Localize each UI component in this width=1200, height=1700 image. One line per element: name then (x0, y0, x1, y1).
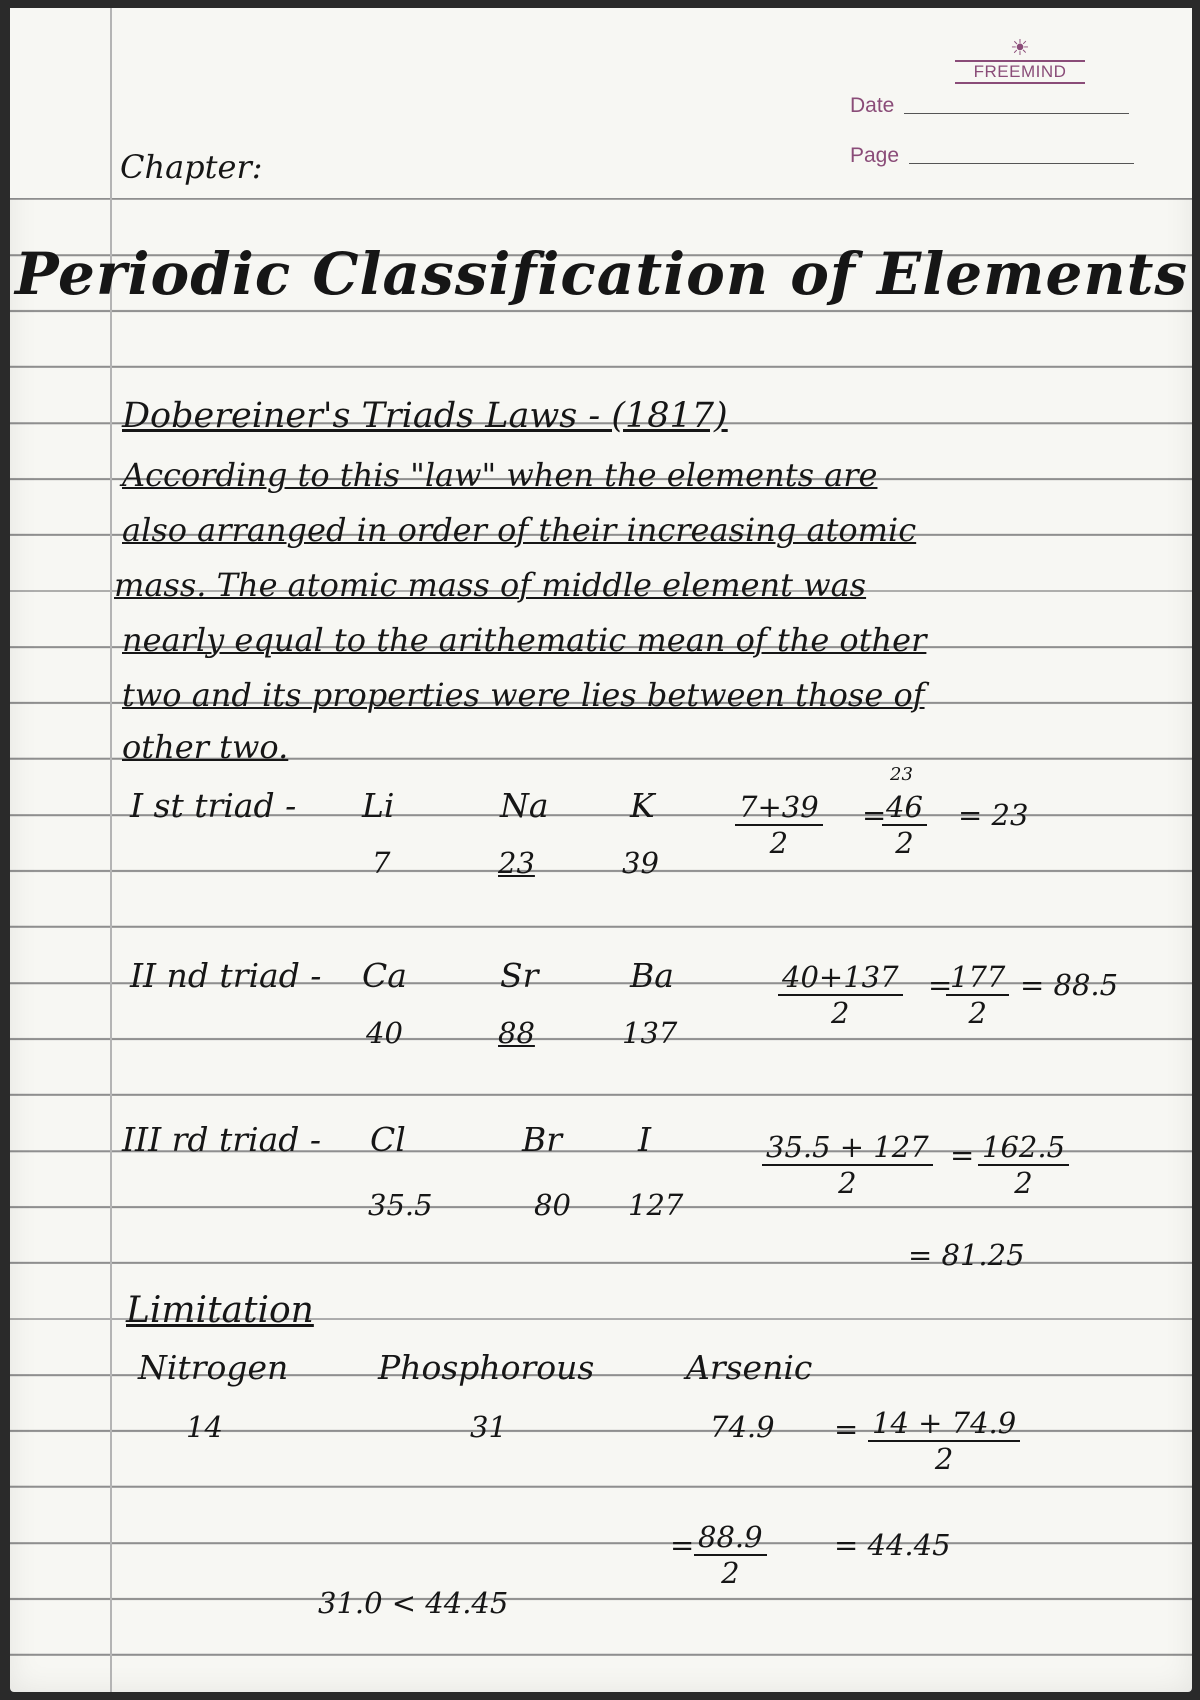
page-title: Periodic Classification of Elements (15, 240, 1189, 308)
notebook-page (10, 8, 1192, 1692)
fraction-denominator: 2 (831, 996, 850, 1030)
fraction-numerator: 7+39 (735, 790, 823, 826)
equals-sign: = (834, 1412, 859, 1446)
limitation-heading: Limitation (126, 1290, 314, 1331)
margin-note: 23 (890, 764, 913, 785)
sun-icon: ☀ (1010, 36, 1030, 61)
atomic-mass: 40 (366, 1016, 403, 1050)
element-symbol: Cl (370, 1120, 406, 1159)
atomic-mass: 127 (628, 1188, 684, 1222)
mean-fraction (778, 960, 903, 1030)
mean-fraction (946, 960, 1009, 1030)
fraction-denominator: 2 (769, 826, 789, 860)
element-symbol: Na (500, 786, 549, 825)
mean-fraction (762, 1130, 933, 1200)
paragraph-line: mass. The atomic mass of middle element was (114, 566, 867, 604)
fraction-numerator: 35.5 + 127 (762, 1130, 933, 1166)
triad-label: I st triad - (130, 786, 297, 825)
element-symbol: Br (522, 1120, 563, 1159)
equals-sign: = (928, 968, 953, 1002)
element-name: Nitrogen (138, 1348, 289, 1387)
triad-label: II nd triad - (130, 956, 322, 995)
mean-fraction (694, 1520, 767, 1590)
paragraph-line: nearly equal to the arithematic mean of the other (122, 621, 927, 659)
paragraph-line: other two. (122, 728, 289, 766)
fraction-numerator: 40+137 (778, 960, 903, 996)
mean-result: = 81.25 (908, 1238, 1025, 1272)
chapter-label: Chapter: (120, 148, 263, 186)
fraction-numerator: 88.9 (694, 1520, 767, 1556)
atomic-mass: 35.5 (368, 1188, 433, 1222)
atomic-mass: 137 (622, 1016, 678, 1050)
atomic-mass: 23 (498, 846, 535, 880)
mean-result: = 44.45 (834, 1528, 951, 1562)
fraction-denominator: 2 (968, 996, 987, 1030)
fraction-numerator: 46 (882, 790, 927, 826)
comparison: 31.0 < 44.45 (318, 1586, 509, 1620)
equals-sign: = (950, 1138, 975, 1172)
mean-fraction (868, 1406, 1020, 1476)
fraction-denominator: 2 (895, 826, 914, 860)
date-line (904, 113, 1129, 114)
atomic-mass: 14 (186, 1410, 223, 1444)
element-symbol: K (630, 786, 655, 825)
element-symbol: Li (362, 786, 395, 825)
page-field (850, 144, 1134, 168)
mean-fraction (882, 790, 927, 860)
atomic-mass: 31 (470, 1410, 507, 1444)
paragraph-line: also arranged in order of their increasing atomic (122, 511, 917, 549)
date-label: Date (850, 94, 895, 117)
date-field (850, 94, 1129, 118)
section-heading: Dobereiner's Triads Laws - (1817) (122, 396, 728, 436)
fraction-denominator: 2 (934, 1442, 954, 1476)
element-symbol: I (638, 1120, 652, 1159)
element-symbol: Ba (630, 956, 674, 995)
fraction-numerator: 162.5 (978, 1130, 1069, 1166)
fraction-numerator: 14 + 74.9 (868, 1406, 1020, 1442)
atomic-mass: 80 (534, 1188, 571, 1222)
fraction-denominator: 2 (838, 1166, 857, 1200)
paragraph-line: According to this "law" when the elements are (122, 456, 878, 494)
triad-label: III rd triad - (122, 1120, 322, 1159)
fraction-denominator: 2 (721, 1556, 740, 1590)
fraction-numerator: 177 (946, 960, 1009, 996)
equals-sign: = (862, 798, 887, 832)
brand-name: FREEMIND (955, 60, 1085, 84)
element-name: Arsenic (686, 1348, 813, 1387)
page-label: Page (850, 144, 900, 167)
equals-sign: = (670, 1528, 695, 1562)
atomic-mass: 74.9 (710, 1410, 775, 1444)
element-name: Phosphorous (378, 1348, 595, 1387)
fraction-denominator: 2 (1014, 1166, 1033, 1200)
mean-fraction (735, 790, 823, 860)
brand-logo (955, 38, 1085, 84)
atomic-mass: 7 (372, 846, 391, 880)
page-line (909, 163, 1134, 164)
atomic-mass: 88 (498, 1016, 535, 1050)
element-symbol: Ca (362, 956, 407, 995)
mean-fraction (978, 1130, 1069, 1200)
mean-result: = 88.5 (1020, 968, 1119, 1002)
paragraph-line: two and its properties were lies between those of (122, 676, 925, 714)
atomic-mass: 39 (622, 846, 659, 880)
mean-result: = 23 (958, 798, 1029, 832)
element-symbol: Sr (500, 956, 539, 995)
